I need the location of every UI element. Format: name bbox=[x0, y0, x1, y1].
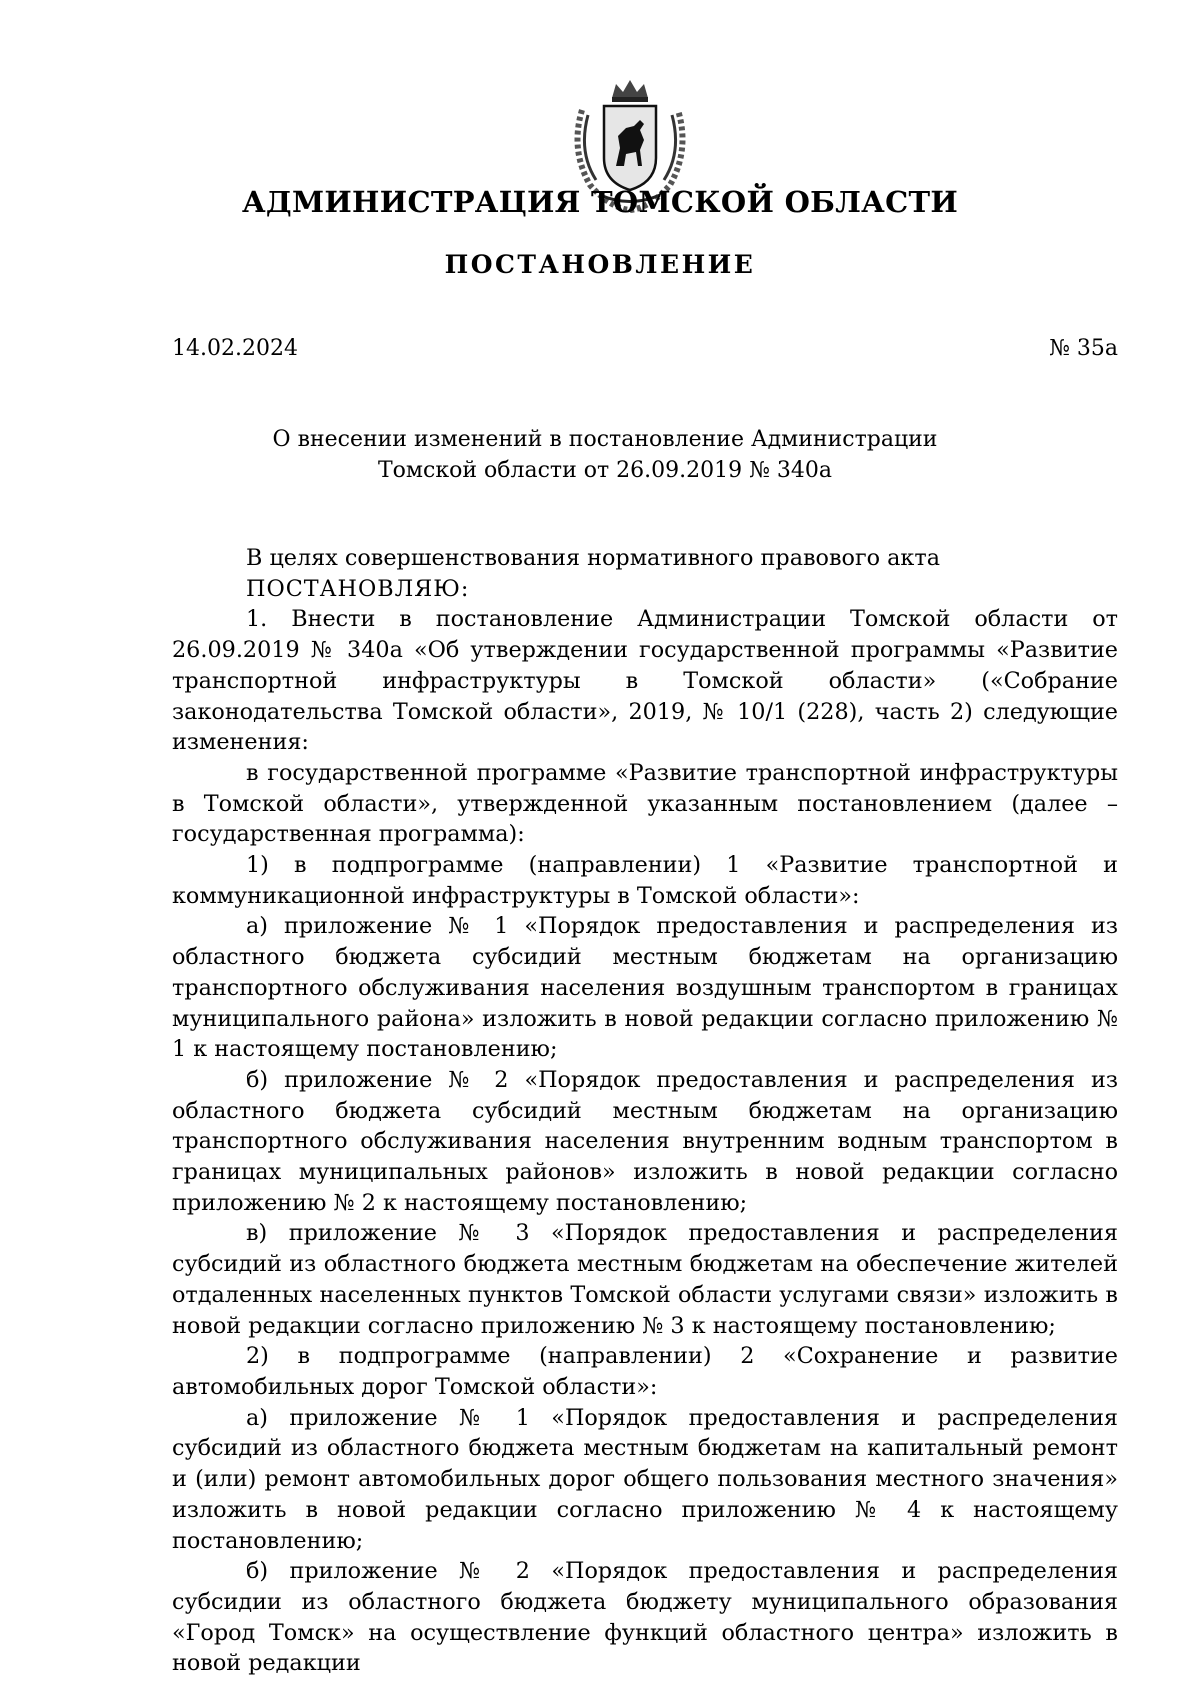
document-body bbox=[172, 543, 1118, 1679]
paragraph: в государственной программе «Развитие транспортной инфраструктуры в Томской области», утвержденной указанным постановлением (далее – государственная программа): bbox=[172, 759, 1118, 848]
paragraph: 1) в подпрограмме (направлении) 1 «Развитие транспортной и коммуникационной инфраструктуры в Томской области»: bbox=[172, 852, 1118, 909]
document-number: № 35а bbox=[1049, 336, 1118, 361]
subject-line: О внесении изменений в постановление Администрации bbox=[272, 427, 938, 452]
paragraph: а) приложение № 1 «Порядок предоставления и распределения субсидий из областного бюджета местным бюджетам на капитальный ремонт и (или) ремонт автомобильных дорог общего пользования местного значения» изложить в новой редакции согласно приложению № 4 к настоящему постановлению; bbox=[172, 1404, 1118, 1554]
paragraph-decree: ПОСТАНОВЛЯЮ: bbox=[246, 575, 470, 602]
document-subject bbox=[250, 424, 960, 486]
paragraph: в) приложение № 3 «Порядок предоставления и распределения субсидий из областного бюджета местным бюджетам на обеспечение жителей отдаленных населенных пунктов Томской области услугами связи» изложить в новой редакции согласно приложению № 3 к настоящему постановлению; bbox=[172, 1220, 1118, 1339]
document-date: 14.02.2024 bbox=[172, 336, 298, 361]
subject-line: Томской области от 26.09.2019 № 340а bbox=[377, 458, 833, 483]
paragraph-preamble: В целях совершенствования нормативного правового акта bbox=[246, 545, 940, 571]
paragraph: а) приложение № 1 «Порядок предоставления и распределения из областного бюджета субсидий местным бюджетам на организацию транспортного обслуживания населения воздушным транспортом в границах муниципального района» изложить в новой редакции согласно приложению № 1 к настоящему постановлению; bbox=[172, 913, 1118, 1063]
paragraph: б) приложение № 2 «Порядок предоставления и распределения из областного бюджета субсидий местным бюджетам на организацию транспортного обслуживания населения внутренним водным транспортом в границах муниципальных районов» изложить в новой редакции согласно приложению № 2 к настоящему постановлению; bbox=[172, 1066, 1118, 1216]
organization-name: АДМИНИСТРАЦИЯ ТОМСКОЙ ОБЛАСТИ bbox=[241, 185, 959, 219]
paragraph: 1. Внести в постановление Администрации Томской области от 26.09.2019 № 340а «Об утверждении государственной программы «Развитие транспортной инфраструктуры в Томской области» («Собрание законодательства Томской области», 2019, № 10/1 (228), часть 2) следующие изменения: bbox=[172, 606, 1118, 756]
paragraph: 2) в подпрограмме (направлении) 2 «Сохранение и развитие автомобильных дорог Томской области»: bbox=[172, 1343, 1118, 1400]
paragraph: б) приложение № 2 «Порядок предоставления и распределения субсидии из областного бюджета бюджету муниципального образования «Город Томск» на осуществление функций областного центра» изложить в новой редакции bbox=[172, 1558, 1118, 1677]
document-type: ПОСТАНОВЛЕНИЕ bbox=[444, 250, 756, 279]
